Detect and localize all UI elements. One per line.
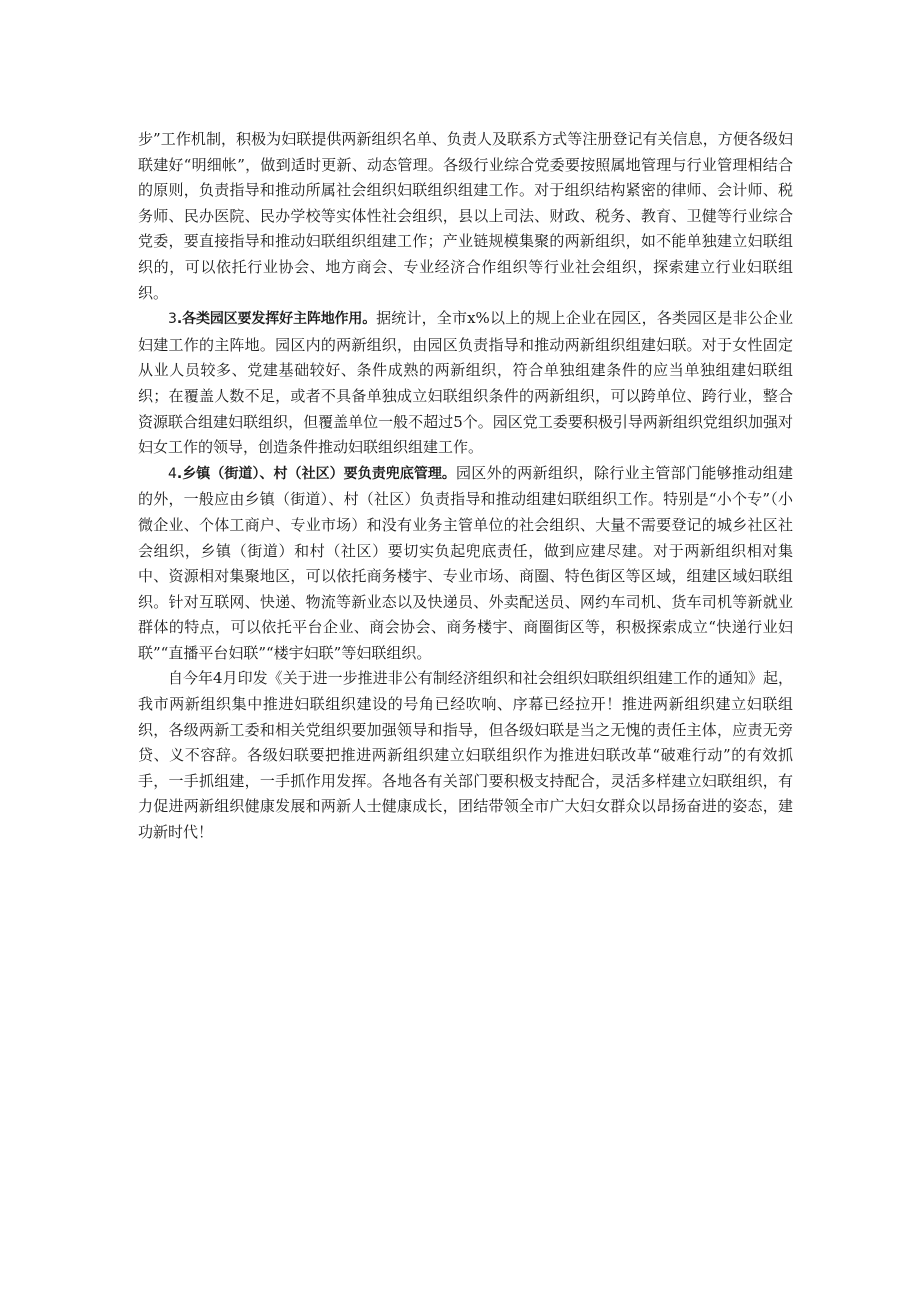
- paragraph-item-3: [138, 306, 793, 461]
- paragraph-item-4: [138, 461, 793, 667]
- item-body: 据统计，全市x%以上的规上企业在园区，各类园区是非公企业妇建工作的主阵地。园区内的两新组织，由园区负责指导和推动两新组织组建妇联。对于女性固定从业人员较多、党建基础较好、条件成熟的两新组织，符合单独组建条件的应当单独组建妇联组织；在覆盖人数不足，或者不具备单独成立妇联组织条件的两新组织，可以跨单位、跨行业，整合资源联合组建妇联组织，但覆盖单位一般不超过5个。园区党工委要积极引导两新组织党组织加强对妇女工作的领导，创造条件推动妇联组织组建工作。: [138, 309, 793, 457]
- item-heading: .各类园区要发挥好主阵地作用。: [176, 311, 377, 328]
- document-body: [138, 127, 793, 846]
- item-number: 4: [168, 465, 177, 482]
- paragraph-continuation: 步”工作机制，积极为妇联提供两新组织名单、负责人及联系方式等注册登记有关信息，方便各级妇联建好“明细帐”，做到适时更新、动态管理。各级行业综合党委要按照属地管理与行业管理相结合的原则，负责指导和推动所属社会组织妇联组织组建工作。对于组织结构紧密的律师、会计师、税务师、民办医院、民办学校等实体性社会组织，县以上司法、财政、税务、教育、卫健等行业综合党委，要直接指导和推动妇联组织组建工作；产业链规模集聚的两新组织，如不能单独建立妇联组织的，可以依托行业协会、地方商会、专业经济合作组织等行业社会组织，探索建立行业妇联组织。: [138, 130, 793, 302]
- item-number: 3: [168, 311, 177, 328]
- item-body: 园区外的两新组织，除行业主管部门能够推动组建的外，一般应由乡镇（街道）、村（社区）负责指导和推动组建妇联组织工作。特别是“小个专”（小微企业、个体工商户、专业市场）和没有业务主管单位的社会组织、大量不需要登记的城乡社区社会组织，乡镇（街道）和村（社区）要切实负起兜底责任，做到应建尽建。对于两新组织相对集中、资源相对集聚地区，可以依托商务楼宇、专业市场、商圈、特色街区等区域，组建区域妇联组织。针对互联网、快递、物流等新业态以及快递员、外卖配送员、网约车司机、货车司机等新就业群体的特点，可以依托平台企业、商会协会、商务楼宇、商圈街区等，积极探索成立“快递行业妇联”“直播平台妇联”“楼宇妇联”等妇联组织。: [138, 463, 793, 662]
- paragraph-conclusion: 自今年4月印发《关于进一步推进非公有制经济组织和社会组织妇联组织组建工作的通知》起，我市两新组织集中推进妇联组织建设的号角已经吹响、序幕已经拉开！推进两新组织建立妇联组织，各级两新工委和相关党组织要加强领导和指导，但各级妇联是当之无愧的责任主体，应责无旁贷、义不容辞。各级妇联要把推进两新组织建立妇联组织作为推进妇联改革“破难行动”的有效抓手，一手抓组建，一手抓作用发挥。各地各有关部门要积极支持配合，灵活多样建立妇联组织，有力促进两新组织健康发展和两新人士健康成长，团结带领全市广大妇女群众以昂扬奋进的姿态，建功新时代！: [138, 669, 793, 842]
- item-heading: .乡镇（街道）、村（社区）要负责兜底管理。: [176, 465, 456, 482]
